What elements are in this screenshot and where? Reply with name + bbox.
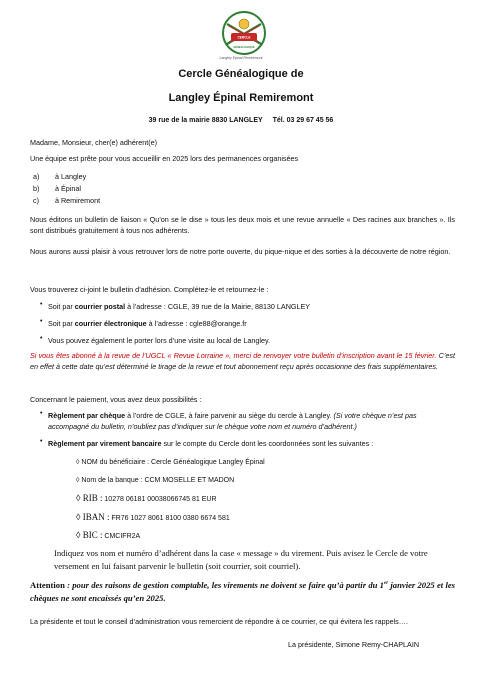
attention-text-2: 1 [379, 579, 384, 590]
cheque-text: à l’ordre de CGLE, à faire parvenir au siège du cercle à Langley. [125, 411, 334, 420]
attention-paragraph [30, 577, 455, 605]
virement-paragraph [48, 438, 456, 449]
red-notice-part1: Si vous êtes abonné à la revue de l’UGCL « Revue Lorraine », merci de renvoyer votre bulletin d’inscription avant le [30, 351, 403, 360]
bullet-icon: • [40, 318, 43, 325]
bullet-icon: • [40, 335, 43, 342]
closing-paragraph: La présidente et tout le conseil d’administration vous remercient de répondre à ce courrier, ce qui évitera les rappels…. [30, 617, 408, 626]
bank-name: ◊ Nom de la banque : CCM MOSELLE ET MADON [76, 477, 235, 484]
signature: La présidente, Simone Remy-CHAPLAIN [288, 640, 420, 649]
svg-text:GÉNÉALOGIQUE: GÉNÉALOGIQUE [233, 46, 255, 49]
attention-label: Attention [30, 579, 65, 590]
genealogy-circle-logo [221, 10, 267, 56]
attention-text-3: janvier 2025 et les chèques ne sont encaissés qu’en 2025. [30, 579, 455, 603]
red-notice-date: 15 février. [404, 351, 437, 360]
svg-text:CERCLE: CERCLE [237, 35, 251, 40]
phone: Tél. 03 29 67 45 56 [272, 117, 334, 124]
cheque-italic: (Si votre chèque n’est pas accompagné du bulletin, n’oubliez pas d’indiquer sur le chèque votre nom et numéro d’adhérent.) [48, 411, 417, 431]
logo-caption: Langley Épinal Remiremont [219, 56, 263, 60]
join-paragraph: Vous trouverez ci-joint le bulletin d’adhésion. Complétez-le et retournez-le : [30, 285, 269, 294]
virement-text: sur le compte du Cercle dont les coordonnées sont les suivantes : [161, 439, 374, 448]
payment-intro: Concernant le paiement, vous avez deux possibilités : [30, 395, 202, 404]
porte-ouverte-paragraph: Nous aurons aussi plaisir à vous retrouver lors de notre porte ouverte, du pique-nique et des sorties à la découverte de notre région. [30, 247, 451, 256]
list-label-c: c) [33, 196, 39, 205]
bullet-icon: • [40, 301, 43, 308]
cheque-bold: Règlement par chèque [48, 411, 126, 420]
red-notice-part3: C’est en effet à cette date qu’est déterminé le tirage de la revue et tout abonnement reçu après occasionne des frais supplémentaires. [30, 351, 455, 371]
send-option-bold: courrier postal [74, 302, 126, 311]
send-option-suffix: à l’adresse : cgle88@orange.fr [146, 319, 247, 328]
salutation: Madame, Monsieur, cher(e) adhérent(e) [30, 138, 158, 147]
virement-bold: Règlement par virement bancaire [48, 439, 162, 448]
bullet-icon: • [40, 410, 43, 417]
list-item-remiremont: à Remiremont [55, 196, 101, 205]
send-option-email [48, 318, 448, 329]
bic-label: ◊ BIC : [76, 530, 103, 540]
send-option-prefix: Soit par [48, 319, 75, 328]
bank-beneficiary: ◊ NOM du bénéficiaire : Cercle Généalogique Langley Épinal [76, 459, 265, 466]
send-option-suffix: à l’adresse : CGLE, 39 rue de la Mairie, 88130 LANGLEY [125, 302, 311, 311]
rib-label: ◊ RIB : [76, 493, 103, 503]
cheque-paragraph [48, 410, 456, 432]
rib-value: 10278 06181 00038066745 81 EUR [104, 496, 217, 503]
address: 39 rue de la mairie 8830 LANGLEY [148, 117, 263, 124]
iban-value: FR76 1027 8061 8100 0380 6674 581 [111, 515, 230, 522]
bank-rib [76, 493, 217, 503]
virement-note: Indiquez vos nom et numéro d’adhérent dans la case « message » du virement. Puis avisez le Cercle de votre versement en lui faisant parvenir le bulletin (soit courrier, soit courriel). [54, 548, 428, 571]
list-item-langley: à Langley [55, 172, 87, 181]
attention-text-1: : pour des raisons de gestion comptable, les virements ne doivent se faire qu’à partir du [64, 579, 378, 590]
send-option-prefix: Soit par [48, 302, 75, 311]
iban-label: ◊ IBAN : [76, 512, 110, 522]
intro-text: Une équipe est prête pour vous accueillir en 2025 lors des permanences organisées [30, 154, 299, 163]
attention-sup: er [383, 581, 389, 586]
red-notice [30, 350, 455, 372]
send-option-local: Vous pouvez également le porter lors d’une visite au local de Langley. [48, 336, 271, 345]
bank-iban [76, 512, 230, 522]
list-label-a: a) [33, 172, 40, 181]
list-item-epinal: à Épinal [55, 184, 81, 193]
send-option-postal [48, 301, 448, 312]
title-line-1: Cercle Généalogique de [178, 68, 304, 80]
bank-bic [76, 530, 140, 540]
bullet-icon: • [40, 438, 43, 445]
title-line-2: Langley Épinal Remiremont [168, 92, 314, 104]
address-line [0, 117, 482, 124]
bulletin-paragraph: Nous éditons un bulletin de liaison « Qu’on se le dise » tous les deux mois et une revue annuelle « Des racines aux branches ». Ils sont distribués gratuitement à tous nos adhérents. [30, 215, 455, 235]
list-label-b: b) [33, 184, 40, 193]
bic-value: CMCIFR2A [104, 533, 141, 540]
send-option-bold: courrier électronique [74, 319, 147, 328]
